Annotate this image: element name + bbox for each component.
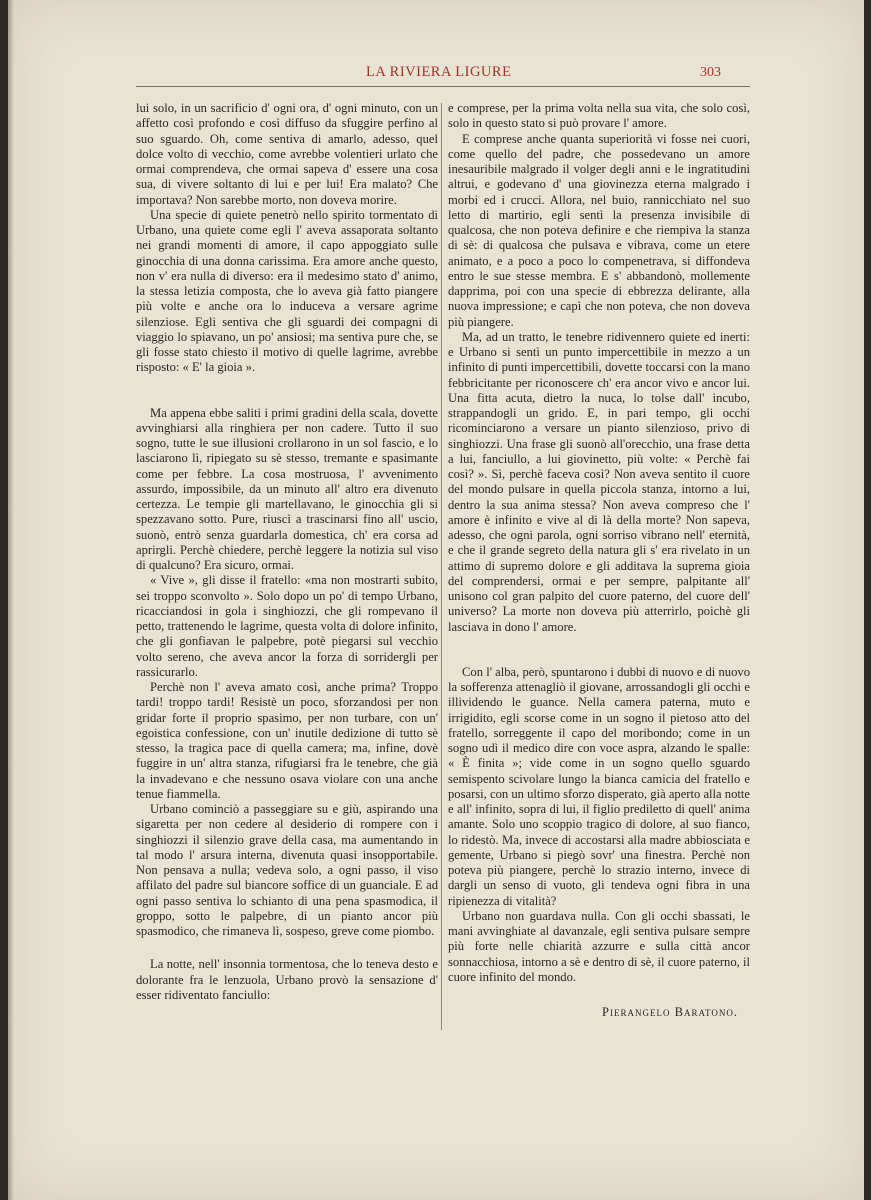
header-rule xyxy=(136,86,750,87)
page-number: 303 xyxy=(700,65,721,80)
left-column xyxy=(136,101,438,1003)
paragraph: Ma, ad un tratto, le tenebre ridivennero quiete ed inerti: e Urbano si sentì un punto impercettibile in mezzo a un infinito di punti impercettibili, dovette toccarsi con la mano febbricitante per riconoscere ch' era ancor vivo e ancor lui. Una fitta acuta, dietro la nuca, lo tolse dall' incubo, strappandogli un grido. E, in pari tempo, gli occhi ricominciarono a versare un pianto silenzioso, privo di singhiozzi. Una frase gli suonò all'orecchio, una frase detta a lui, fanciullo, a lui giovinetto, più volte: « Perchè fai così? ». Sì, perchè faceva così? Non aveva sentito il cuore del mondo pulsare in quella piccola stanza, intorno a lui, dentro la sua anima stessa? Non aveva compreso che l' amore è infinito e vive al di là della morte? Non sapeva, adesso, che ogni parola, ogni sorriso vibrano nell' eternità, e che il grande segreto della natura gli s' era rivelato in un attimo di supremo dolore e gli additava la suprema gioia del comprendersi, ormai e per sempre, palpitante all' unisono col gran palpito del cuore paterno, del cuore dell' universo? La morte non doveva più atterrirlo, poichè gli lasciava in dono l' amore. xyxy=(448,329,750,634)
paragraph: Perchè non l' aveva amato così, anche prima? Troppo tardi! troppo tardi! Resistè un poco, sforzandosi per non gridar forte il proprio spasimo, per non turbare, con un' egoistica confessione, con un' inutile dedizione di tutto sè stesso, la tragica pace di quella camera; ma, infine, dovè fuggire in un' altra stanza, rifugiarsi fra le tenebre, che già la invadevano e che nessuno osava violare con una anche tenue fiammella. xyxy=(136,680,438,801)
paragraph: lui solo, in un sacrificio d' ogni ora, d' ogni minuto, con un affetto così profondo e così diffuso da sfuggire perfino al suo sguardo. Oh, come sentiva di amarlo, adesso, quel dolce volto di vecchio, come avrebbe volentieri urlato che ormai comprendeva, che ormai sapeva d' essere una cosa sua, di vivere soltanto di lui e per lui! Era malato? Che importava? Non sarebbe morto, non doveva morire. xyxy=(136,101,438,207)
paragraph: E comprese anche quanta superiorità vi fosse nei cuori, come quello del padre, che possedevano un amore inesauribile malgrado il volger degli anni e le ingratitudini altrui, e godevano d' una giovinezza eterna malgrado i morbi ed i crucci. Allora, nel buio, rannicchiato nel suo letto di martirio, egli sentì la presenza invisibile di qualcosa, che non poteva definire e che riempiva la stanza di sè: di qualcosa che pulsava e vibrava, come un etere animato, e a poco a poco lo compenetrava, si diffondeva entro le sue stesse membra. E s' abbandonò, mollemente dapprima, poi con una specie di ebbrezza delirante, alla nuova impressione; e capì che non poteva, che non doveva più piangere. xyxy=(448,131,750,329)
paragraph: Urbano cominciò a passeggiare su e giù, aspirando una sigaretta per non cedere al desiderio di rompere con i singhiozzi il silenzio grave della casa, ma aumentando in tal modo l' arsura interna, divenuta quasi insopportabile. Non pensava a nulla; vedeva solo, a ogni passo, il viso affilato del padre sul biancore soffice di un guanciale. E ad ogni passo sentiva lo schianto di una pena spasmodica, il groppo, sotto le palpebre, di un pianto ancor più spasmodico, che rimaneva lì, sospeso, greve come piombo. xyxy=(136,802,438,938)
page-edge-shadow xyxy=(8,0,14,1200)
paragraph: Con l' alba, però, spuntarono i dubbi di nuovo e di nuovo la sofferenza attenagliò il giovane, arrossandogli gli occhi e illividendo le guance. Nella camera paterna, muto e irrigidito, egli scorse come in un sogno il pietoso atto del fratello, sorreggente il capo del moribondo; come in un sogno udì il medico dire con voce aspra, alzando le spalle: « È finita »; vide come in un sogno quello sguardo semispento scivolare lungo la bianca camicia del fratello e posarsi, con un ultimo sforzo disperato, già aperto alla notte e all' infinito, sopra di lui, il figlio prediletto di quell' anima amante. Solo uno scoppio tragico di dolore, al suo fianco, lo ridestò. Ma, invece di accostarsi alla madre abbiosciata e gemente, Urbano si piegò sovr' una finestra. Perchè non poteva più piangere, perchè lo strazio interno, invece di dargli un senso di vuoto, gli tendeva ogni fibra in una ripienezza di vitalità? xyxy=(448,664,750,908)
paragraph: e comprese, per la prima volta nella sua vita, che solo così, solo in questo stato si può provare l' amore. xyxy=(448,101,750,131)
paragraph: Ma appena ebbe saliti i primi gradini della scala, dovette avvinghiarsi alla ringhiera per non cadere. Tutto il suo sogno, tutte le sue illusioni crollarono in un sol fascio, e lo lasciarono lì, ripiegato su sè stesso, tremante e spasimante come per febbre. La cosa mostruosa, l' avvenimento assurdo, impossibile, da un minuto all' altro era divenuto certezza. Le tempie gli martellavano, le ginocchia gli si spezzavano sotto. Pure, riuscì a trascinarsi fino all' uscio, suonò, entrò senza guardarla domestica, ch' era corsa ad aprirgli. Perchè chiedere, perchè leggere la notizia sul viso di qualcuno? Era sicuro, ormai. xyxy=(136,405,438,572)
paragraph: Urbano non guardava nulla. Con gli occhi sbassati, le mani avvinghiate al davanzale, egli sentiva pulsare sempre più forte nelle chiarità azzurre e sulla città ancor sonnacchiosa, intorno a sè e dentro di sè, il cuore paterno, il cuore infinito del mondo. xyxy=(448,908,750,984)
right-column xyxy=(448,101,750,1020)
author-signature: Pierangelo Baratono. xyxy=(601,1005,738,1019)
paragraph: « Vive », gli disse il fratello: «ma non mostrarti subito, sei troppo sconvolto ». Solo dopo un po' di tempo Urbano, ricacciandosi in gola i singhiozzi, che gli rompevano il petto, trattenendo le lagrime, questa volta di dolore infinito, che gli gonfiavan le palpebre, potè piegarsi sul vecchio volto sereno, che aveva ancor la forza di sorridergli per rassicurarlo. xyxy=(136,573,438,679)
page-header xyxy=(8,64,864,86)
section-break xyxy=(136,939,438,957)
section-break xyxy=(448,635,750,665)
magazine-page xyxy=(8,0,864,1200)
column-divider xyxy=(441,103,442,1030)
section-break xyxy=(136,376,438,406)
paragraph: La notte, nell' insonnia tormentosa, che lo teneva desto e dolorante fra le lenzuola, Urbano provò la sensazione d' esser ridiventato fanciullo: xyxy=(136,957,438,1002)
running-title: LA RIVIERA LIGURE xyxy=(366,64,512,80)
paragraph: Una specie di quiete penetrò nello spirito tormentato di Urbano, una quiete come egli l' aveva assaporata soltanto nei grandi momenti di amore, il capo appoggiato sulle ginocchia di una donna carissima. Era amore anche questo, non v' era nulla di diverso: era il medesimo stato d' animo, la stessa letizia composta, che lo aveva già fatto piangere più volte e anche ora lo induceva a versare agrime silenziose. Egli sentiva che gli sguardi dei compagni di viaggio lo spiavano, un po' ansiosi; ma sentiva pure che, se gli fosse stato chiesto il motivo di quelle lagrime, avrebbe risposto: « E' la gioia ». xyxy=(136,207,438,375)
